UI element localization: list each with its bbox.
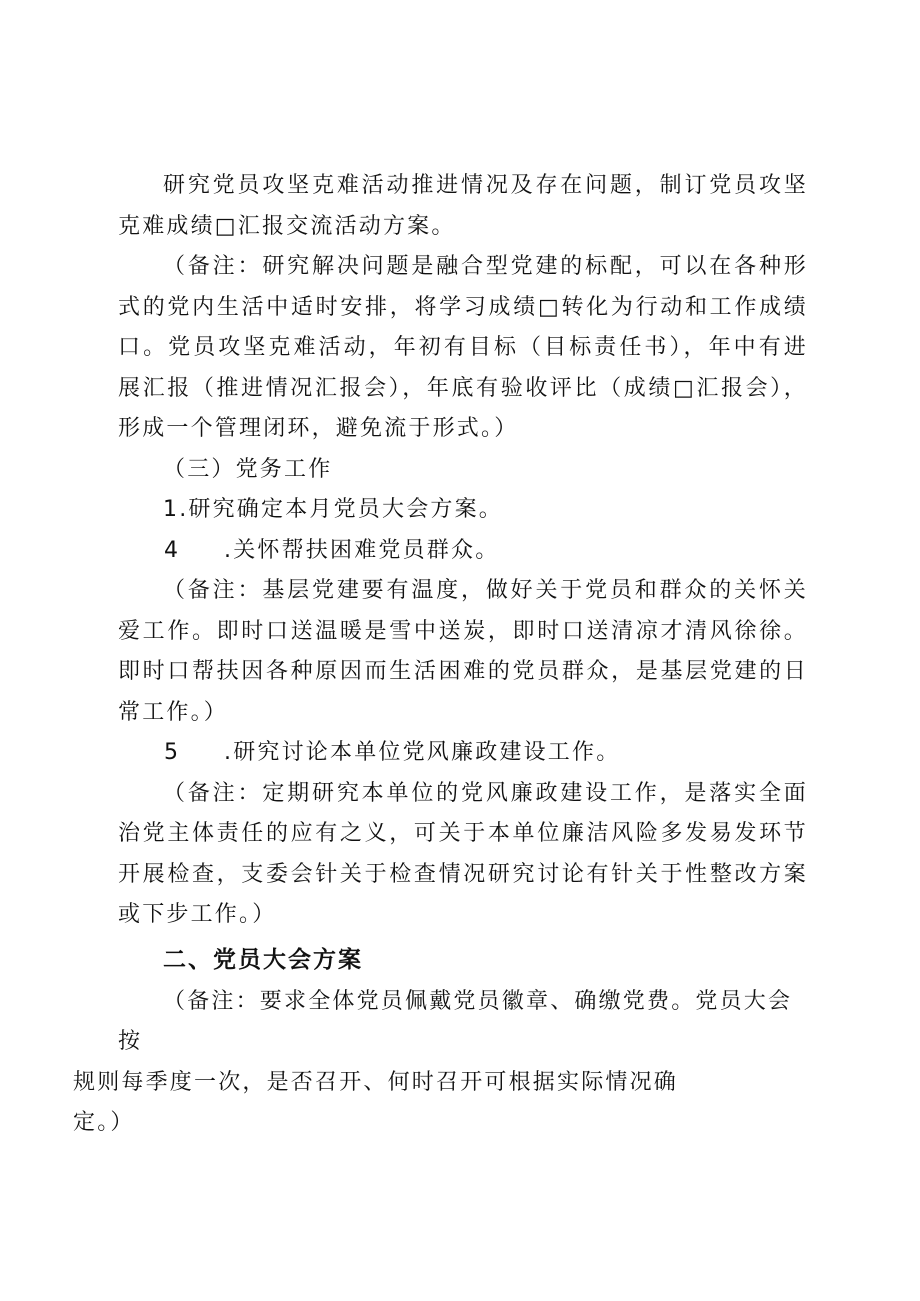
paragraph-note-integrity: （备注：定期研究本单位的党风廉政建设工作，是落实全面治党主体责任的应有之义，可关于本单位廉洁风险多发易发环节开展检查，支委会针关于检查情况研究讨论有针关于性整改方案或下步工作。） (118, 780, 808, 927)
paragraph-note-problem-solving: （备注：研究解决问题是融合型党建的标配，可以在各种形式的党内生活中适时安排，将学习成绩□转化为行动和工作成绩口。党员攻坚克难活动，年初有目标（目标责任书），年中有进展汇报（推进情况汇报会），年底有验收评比（成绩□汇报会），形成一个管理闭环，避免流于形式。） (118, 254, 808, 441)
note-line-1: （备注：要求全体党员佩戴党员徽章、确缴党费。党员大会按 (118, 988, 793, 1054)
section-title-party-affairs: （三）党务工作 (163, 456, 333, 482)
item-number: 4 (164, 537, 181, 563)
item-5-integrity-work (118, 733, 808, 774)
item-text: .关怀帮扶困难党员群众。 (224, 537, 500, 563)
paragraph-note-care: （备注：基层党建要有温度，做好关于党员和群众的关怀关爱工作。即时口送温暖是雪中送炭，即时口送清凉才清风徐徐。即时口帮扶因各种原因而生活困难的党员群众，是基层党建的日常工作。） (118, 578, 808, 725)
item-1-meeting-plan: 1.研究确定本月党员大会方案。 (163, 497, 503, 522)
paragraph-research-activity: 研究党员攻坚克难活动推进情况及存在问题，制订党员攻坚克难成绩□汇报交流活动方案。 (118, 173, 808, 239)
paragraph-note-meeting (73, 982, 808, 1144)
document-body (73, 166, 808, 1144)
item-text: .研究讨论本单位党风廉政建设工作。 (224, 740, 621, 765)
note-line-3: 定。） (73, 1110, 135, 1135)
item-number: 5 (164, 740, 181, 765)
item-4-care-support (118, 531, 808, 572)
note-line-2: 规则每季度一次，是否召开、何时召开可根据实际情况确 (73, 1069, 679, 1095)
heading-party-meeting-plan: 二、党员大会方案 (163, 946, 363, 973)
